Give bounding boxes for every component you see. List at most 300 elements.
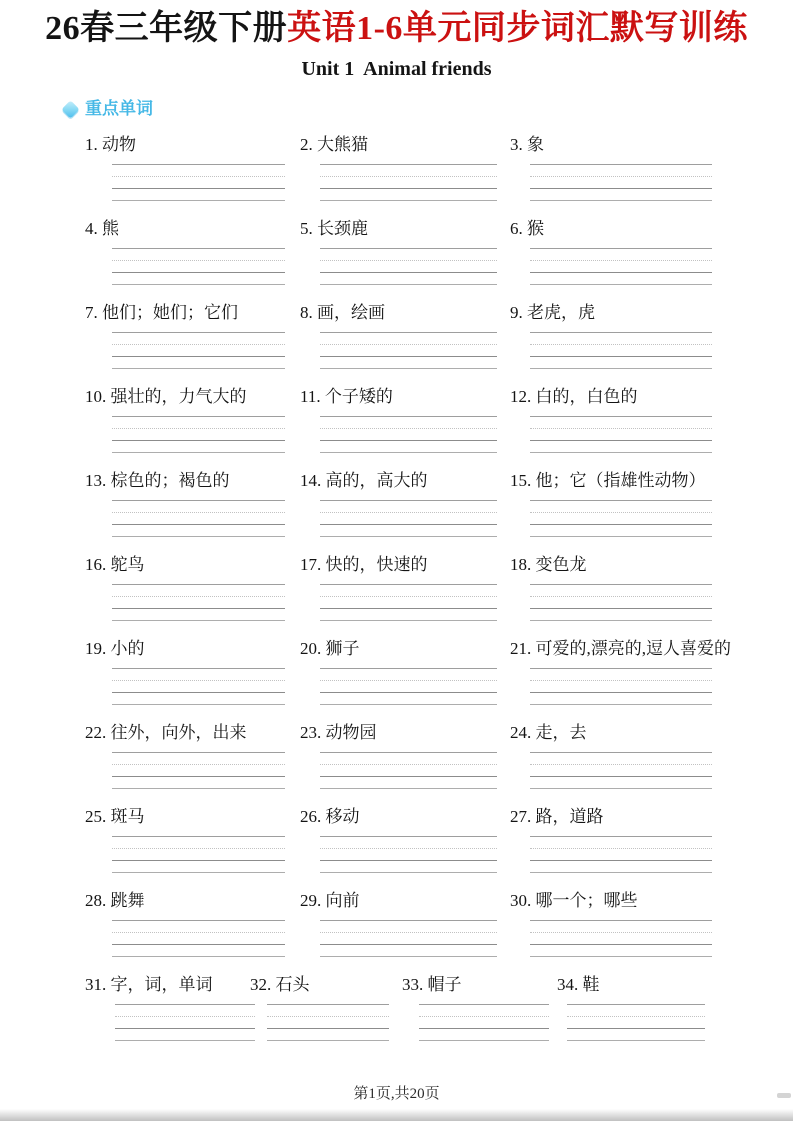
- solid-line: [112, 620, 285, 621]
- word-label: [557, 974, 757, 996]
- word-number: 30.: [510, 891, 536, 910]
- solid-line: [320, 944, 497, 956]
- solid-line: [112, 608, 285, 620]
- word-text: 路，道路: [535, 807, 604, 826]
- word-text: 向前: [325, 891, 360, 910]
- solid-line: [320, 272, 497, 284]
- dotted-line: [320, 428, 497, 440]
- word-number: 20.: [300, 639, 326, 658]
- section-header: [64, 98, 793, 120]
- solid-line: [530, 452, 712, 453]
- word-label: [300, 722, 510, 744]
- solid-line: [112, 356, 285, 368]
- word-label: [402, 974, 557, 996]
- solid-line: [530, 872, 712, 873]
- solid-line: [530, 248, 712, 260]
- writing-lines: [320, 920, 497, 957]
- word-label: [510, 722, 783, 744]
- word-item: [300, 722, 510, 789]
- word-item: [300, 638, 510, 705]
- writing-lines: [112, 584, 285, 621]
- solid-line: [112, 416, 285, 428]
- word-number: 33.: [402, 975, 428, 994]
- page-number: 第1页,共20页: [353, 1086, 440, 1102]
- solid-line: [112, 668, 285, 680]
- dotted-line: [530, 932, 712, 944]
- word-label: [85, 974, 250, 996]
- writing-lines: [320, 752, 497, 789]
- solid-line: [112, 788, 285, 789]
- solid-line: [530, 272, 712, 284]
- solid-line: [112, 860, 285, 872]
- solid-line: [530, 704, 712, 705]
- word-number: 29.: [300, 891, 326, 910]
- word-item: [85, 806, 300, 873]
- word-row: [85, 470, 793, 537]
- writing-lines: [320, 248, 497, 285]
- word-item: [510, 134, 783, 201]
- solid-line: [419, 1004, 549, 1016]
- word-text: 他；它（指雄性动物）: [535, 471, 706, 490]
- word-item: [557, 974, 757, 1041]
- word-number: 19.: [85, 639, 111, 658]
- solid-line: [530, 188, 712, 200]
- word-number: 32.: [250, 975, 276, 994]
- word-text: 小的: [110, 639, 145, 658]
- solid-line: [112, 692, 285, 704]
- word-row: [85, 218, 793, 285]
- writing-lines: [112, 668, 285, 705]
- solid-line: [320, 332, 497, 344]
- word-text: 强壮的，力气大的: [110, 387, 247, 406]
- solid-line: [530, 692, 712, 704]
- solid-line: [320, 776, 497, 788]
- word-number: 15.: [510, 471, 536, 490]
- word-number: 14.: [300, 471, 326, 490]
- solid-line: [320, 956, 497, 957]
- dotted-line: [530, 260, 712, 272]
- writing-lines: [112, 836, 285, 873]
- solid-line: [112, 368, 285, 369]
- diamond-icon: [61, 100, 79, 118]
- word-row: [85, 554, 793, 621]
- word-text: 动物园: [325, 723, 377, 742]
- solid-line: [112, 944, 285, 956]
- word-number: 1.: [85, 135, 102, 154]
- dotted-line: [112, 260, 285, 272]
- word-text: 走，去: [535, 723, 587, 742]
- writing-lines: [112, 752, 285, 789]
- solid-line: [320, 500, 497, 512]
- writing-lines: [567, 1004, 705, 1041]
- solid-line: [112, 524, 285, 536]
- word-label: [85, 554, 300, 576]
- word-row: [85, 974, 793, 1041]
- solid-line: [530, 356, 712, 368]
- writing-lines: [320, 164, 497, 201]
- word-item: [85, 134, 300, 201]
- writing-lines: [112, 500, 285, 537]
- word-text: 象: [527, 135, 544, 154]
- dotted-line: [320, 596, 497, 608]
- solid-line: [320, 284, 497, 285]
- word-label: [85, 890, 300, 912]
- solid-line: [320, 200, 497, 201]
- word-label: [300, 554, 510, 576]
- solid-line: [320, 584, 497, 596]
- solid-line: [530, 944, 712, 956]
- word-text: 高的，高大的: [325, 471, 428, 490]
- writing-lines: [530, 332, 712, 369]
- dotted-line: [112, 932, 285, 944]
- word-item: [300, 386, 510, 453]
- solid-line: [267, 1028, 389, 1040]
- solid-line: [112, 956, 285, 957]
- dotted-line: [320, 344, 497, 356]
- word-item: [85, 554, 300, 621]
- solid-line: [112, 248, 285, 260]
- word-label: [510, 386, 783, 408]
- solid-line: [112, 920, 285, 932]
- word-item: [300, 218, 510, 285]
- word-number: 25.: [85, 807, 111, 826]
- word-label: [85, 722, 300, 744]
- dotted-line: [320, 764, 497, 776]
- solid-line: [530, 788, 712, 789]
- writing-lines: [530, 752, 712, 789]
- page-title: [0, 0, 793, 52]
- solid-line: [115, 1028, 255, 1040]
- word-label: [85, 302, 300, 324]
- solid-line: [112, 452, 285, 453]
- solid-line: [320, 692, 497, 704]
- word-label: [300, 134, 510, 156]
- solid-line: [530, 284, 712, 285]
- writing-lines: [267, 1004, 389, 1041]
- word-label: [85, 638, 300, 660]
- solid-line: [530, 536, 712, 537]
- solid-line: [530, 164, 712, 176]
- word-number: 3.: [510, 135, 527, 154]
- word-text: 哪一个；哪些: [535, 891, 638, 910]
- scan-artifact: [777, 1093, 791, 1098]
- word-text: 长颈鹿: [317, 219, 368, 238]
- writing-lines: [112, 248, 285, 285]
- word-label: [510, 134, 783, 156]
- dotted-line: [320, 932, 497, 944]
- dotted-line: [112, 764, 285, 776]
- word-row: [85, 134, 793, 201]
- dotted-line: [112, 596, 285, 608]
- solid-line: [112, 836, 285, 848]
- dotted-line: [320, 512, 497, 524]
- word-text: 老虎，虎: [527, 303, 595, 322]
- word-item: [300, 806, 510, 873]
- solid-line: [530, 200, 712, 201]
- word-item: [300, 890, 510, 957]
- solid-line: [112, 704, 285, 705]
- word-number: 31.: [85, 975, 111, 994]
- dotted-line: [320, 176, 497, 188]
- word-text: 猴: [527, 219, 544, 238]
- solid-line: [320, 452, 497, 453]
- word-number: 2.: [300, 135, 317, 154]
- word-number: 11.: [300, 387, 325, 406]
- solid-line: [320, 524, 497, 536]
- word-number: 16.: [85, 555, 111, 574]
- writing-lines: [112, 920, 285, 957]
- solid-line: [320, 788, 497, 789]
- solid-line: [530, 500, 712, 512]
- word-item: [510, 470, 783, 537]
- solid-line: [320, 836, 497, 848]
- writing-lines: [112, 416, 285, 453]
- word-item: [510, 806, 783, 873]
- title-prefix: 26春三年级下册: [45, 10, 288, 47]
- solid-line: [112, 188, 285, 200]
- word-item: [510, 722, 783, 789]
- word-item: [510, 638, 783, 705]
- word-item: [510, 218, 783, 285]
- word-number: 5.: [300, 219, 317, 238]
- dotted-line: [112, 176, 285, 188]
- dotted-line: [530, 848, 712, 860]
- word-row: [85, 638, 793, 705]
- writing-lines: [112, 164, 285, 201]
- word-row: [85, 722, 793, 789]
- writing-lines: [530, 416, 712, 453]
- word-label: [85, 218, 300, 240]
- solid-line: [320, 608, 497, 620]
- word-label: [510, 638, 783, 660]
- word-item: [300, 302, 510, 369]
- dotted-line: [530, 596, 712, 608]
- solid-line: [320, 416, 497, 428]
- word-label: [250, 974, 402, 996]
- dotted-line: [567, 1016, 705, 1028]
- word-label: [510, 806, 783, 828]
- solid-line: [320, 920, 497, 932]
- solid-line: [320, 872, 497, 873]
- writing-lines: [530, 248, 712, 285]
- word-item: [85, 890, 300, 957]
- word-list: [85, 134, 793, 1041]
- word-text: 熊: [102, 219, 119, 238]
- word-number: 27.: [510, 807, 536, 826]
- word-item: [85, 218, 300, 285]
- word-text: 白的，白色的: [535, 387, 638, 406]
- word-number: 12.: [510, 387, 536, 406]
- writing-lines: [115, 1004, 255, 1041]
- writing-lines: [320, 836, 497, 873]
- word-number: 24.: [510, 723, 536, 742]
- word-label: [85, 806, 300, 828]
- solid-line: [267, 1040, 389, 1041]
- word-row: [85, 386, 793, 453]
- solid-line: [112, 500, 285, 512]
- dotted-line: [320, 260, 497, 272]
- section-label: 重点单词: [85, 99, 153, 118]
- word-label: [510, 554, 783, 576]
- word-text: 个子矮的: [324, 387, 393, 406]
- word-item: [85, 974, 250, 1041]
- writing-lines: [320, 584, 497, 621]
- word-text: 移动: [325, 807, 360, 826]
- solid-line: [320, 536, 497, 537]
- solid-line: [320, 248, 497, 260]
- word-number: 18.: [510, 555, 536, 574]
- word-number: 13.: [85, 471, 111, 490]
- word-number: 10.: [85, 387, 111, 406]
- solid-line: [112, 284, 285, 285]
- solid-line: [530, 440, 712, 452]
- dotted-line: [115, 1016, 255, 1028]
- word-label: [85, 470, 300, 492]
- word-number: 9.: [510, 303, 527, 322]
- dotted-line: [419, 1016, 549, 1028]
- solid-line: [530, 332, 712, 344]
- solid-line: [320, 164, 497, 176]
- dotted-line: [112, 680, 285, 692]
- solid-line: [320, 368, 497, 369]
- solid-line: [115, 1040, 255, 1041]
- word-item: [300, 134, 510, 201]
- solid-line: [112, 440, 285, 452]
- word-item: [250, 974, 402, 1041]
- dotted-line: [530, 764, 712, 776]
- word-text: 快的，快速的: [325, 555, 428, 574]
- solid-line: [112, 272, 285, 284]
- word-text: 可爱的,漂亮的,逗人喜爱的: [535, 639, 731, 658]
- solid-line: [419, 1028, 549, 1040]
- solid-line: [530, 860, 712, 872]
- writing-lines: [112, 332, 285, 369]
- writing-lines: [530, 500, 712, 537]
- word-item: [300, 470, 510, 537]
- word-label: [300, 386, 510, 408]
- dotted-line: [267, 1016, 389, 1028]
- word-text: 大熊猫: [317, 135, 368, 154]
- writing-lines: [320, 668, 497, 705]
- solid-line: [530, 668, 712, 680]
- word-item: [402, 974, 557, 1041]
- solid-line: [530, 620, 712, 621]
- word-item: [85, 302, 300, 369]
- word-label: [510, 218, 783, 240]
- solid-line: [320, 620, 497, 621]
- word-number: 8.: [300, 303, 317, 322]
- word-text: 棕色的；褐色的: [110, 471, 230, 490]
- dotted-line: [112, 512, 285, 524]
- word-number: 34.: [557, 975, 583, 994]
- dotted-line: [530, 176, 712, 188]
- solid-line: [320, 704, 497, 705]
- word-text: 画，绘画: [317, 303, 385, 322]
- dotted-line: [112, 344, 285, 356]
- word-row: [85, 890, 793, 957]
- solid-line: [320, 752, 497, 764]
- unit-title: Unit 1 Animal friends: [301, 58, 492, 80]
- solid-line: [530, 584, 712, 596]
- solid-line: [530, 920, 712, 932]
- solid-line: [530, 608, 712, 620]
- writing-lines: [530, 668, 712, 705]
- word-label: [510, 470, 783, 492]
- word-item: [300, 554, 510, 621]
- solid-line: [112, 164, 285, 176]
- word-label: [300, 638, 510, 660]
- word-label: [510, 890, 783, 912]
- word-text: 帽子: [427, 975, 462, 994]
- dotted-line: [530, 512, 712, 524]
- word-number: 6.: [510, 219, 527, 238]
- word-item: [85, 722, 300, 789]
- dotted-line: [530, 344, 712, 356]
- word-number: 17.: [300, 555, 326, 574]
- writing-lines: [530, 584, 712, 621]
- word-item: [510, 302, 783, 369]
- solid-line: [530, 956, 712, 957]
- word-number: 21.: [510, 639, 536, 658]
- solid-line: [112, 332, 285, 344]
- solid-line: [112, 776, 285, 788]
- word-item: [510, 386, 783, 453]
- word-text: 石头: [275, 975, 310, 994]
- writing-lines: [320, 332, 497, 369]
- writing-lines: [320, 500, 497, 537]
- word-text: 字，词，单词: [110, 975, 213, 994]
- solid-line: [530, 836, 712, 848]
- word-text: 往外，向外，出来: [110, 723, 247, 742]
- word-label: [300, 302, 510, 324]
- word-item: [85, 638, 300, 705]
- word-text: 他们；她们；它们: [102, 303, 238, 322]
- word-text: 鸵鸟: [110, 555, 145, 574]
- solid-line: [112, 584, 285, 596]
- solid-line: [115, 1004, 255, 1016]
- solid-line: [567, 1028, 705, 1040]
- solid-line: [112, 752, 285, 764]
- word-label: [85, 386, 300, 408]
- word-item: [85, 386, 300, 453]
- word-label: [300, 890, 510, 912]
- word-row: [85, 302, 793, 369]
- solid-line: [112, 536, 285, 537]
- writing-lines: [419, 1004, 549, 1041]
- solid-line: [530, 524, 712, 536]
- word-text: 动物: [102, 135, 136, 154]
- title-main: 英语1-6单元同步词汇默写训练: [287, 10, 748, 47]
- word-label: [300, 806, 510, 828]
- dotted-line: [320, 680, 497, 692]
- writing-lines: [530, 836, 712, 873]
- solid-line: [320, 356, 497, 368]
- dotted-line: [530, 680, 712, 692]
- solid-line: [320, 188, 497, 200]
- word-label: [300, 470, 510, 492]
- solid-line: [320, 668, 497, 680]
- dotted-line: [530, 428, 712, 440]
- word-text: 狮子: [325, 639, 360, 658]
- solid-line: [567, 1040, 705, 1041]
- solid-line: [112, 872, 285, 873]
- word-item: [85, 470, 300, 537]
- solid-line: [530, 752, 712, 764]
- word-item: [510, 554, 783, 621]
- writing-lines: [320, 416, 497, 453]
- solid-line: [530, 776, 712, 788]
- word-text: 跳舞: [110, 891, 145, 910]
